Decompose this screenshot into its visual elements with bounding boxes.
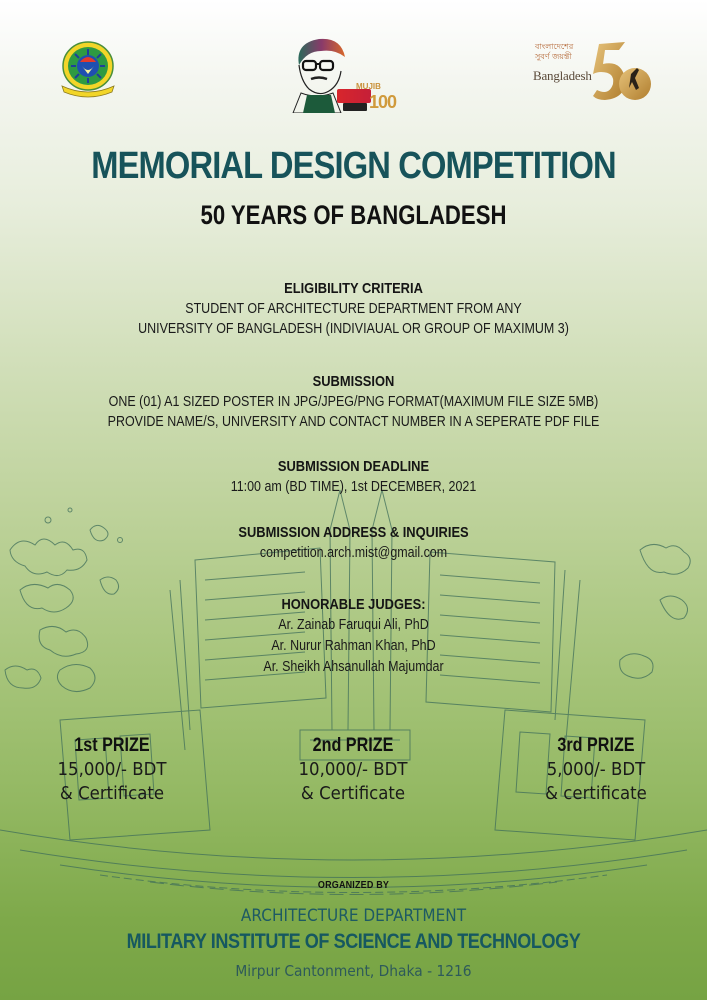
deadline-value: 11:00 am (BD TIME), 1st DECEMBER, 2021	[230, 479, 477, 495]
prize-second	[253, 734, 453, 806]
address-heading: SUBMISSION ADDRESS & INQUIRIES	[238, 524, 469, 541]
prize-title: 2nd PRIZE	[312, 735, 394, 756]
prize-title: 3rd PRIZE	[557, 735, 635, 756]
prize-amount: 10,000/- BDT	[298, 759, 408, 780]
prize-extra: & certificate	[545, 783, 647, 804]
mujib-100-number: 100	[369, 92, 397, 112]
contact-email[interactable]: competition.arch.mist@gmail.com	[259, 545, 448, 561]
mujib-shatabarsha-badge	[343, 103, 367, 111]
deadline-heading: SUBMISSION DEADLINE	[277, 458, 430, 475]
eligibility-line: STUDENT OF ARCHITECTURE DEPARTMENT FROM ANY	[185, 301, 522, 317]
eligibility-line: UNIVERSITY OF BANGLADESH (INDIVIAUAL OR GROUP OF MAXIMUM 3)	[138, 321, 569, 337]
mujib-label: MUJIB	[356, 82, 381, 91]
submission-line: ONE (01) A1 SIZED POSTER IN JPG/JPEG/PNG FORMAT(MAXIMUM FILE SIZE 5MB)	[108, 394, 599, 410]
page-subtitle: 50 YEARS OF BANGLADESH	[200, 200, 507, 230]
submission-heading: SUBMISSION	[312, 373, 395, 390]
submission-line: PROVIDE NAME/S, UNIVERSITY AND CONTACT NUMBER IN A SEPERATE PDF FILE	[107, 414, 600, 430]
prize-title: 1st PRIZE	[74, 735, 150, 756]
eligibility-heading: ELIGIBILITY CRITERIA	[284, 280, 423, 297]
bd50-bangla-text: বাংলাদেশের সুবর্ণ জয়ন্তী	[535, 42, 574, 61]
judge-name: Ar. Zainab Faruqui Ali, PhD	[278, 617, 429, 633]
judge-name: Ar. Sheikh Ahsanullah Majumdar	[263, 659, 444, 675]
prize-third	[496, 734, 696, 806]
golden-50-icon	[593, 40, 653, 106]
judges-heading: HONORABLE JUDGES:	[281, 596, 426, 613]
logo-row	[0, 0, 707, 130]
organizer-address: Mirpur Cantonment, Dhaka - 1216	[235, 962, 472, 980]
eligibility-section	[49, 279, 657, 339]
address-section	[49, 523, 657, 563]
bangladesh-50-logo	[533, 40, 651, 106]
mist-crest-logo	[56, 38, 120, 102]
prize-extra: & Certificate	[59, 783, 165, 804]
prize-first	[12, 734, 212, 806]
submission-section	[49, 372, 657, 432]
mujib-bangla-badge	[337, 89, 371, 103]
prize-amount: 15,000/- BDT	[57, 759, 167, 780]
organizer-institute: MILITARY INSTITUTE OF SCIENCE AND TECHNOLOGY	[126, 930, 581, 953]
organizer-department: ARCHITECTURE DEPARTMENT	[240, 906, 467, 926]
bd50-label: Bangladesh	[533, 68, 592, 83]
judge-name: Ar. Nurur Rahman Khan, PhD	[271, 638, 436, 654]
mujib-100-logo	[285, 35, 400, 113]
deadline-section	[49, 457, 657, 497]
prize-amount: 5,000/- BDT	[546, 759, 646, 780]
organized-by-label: ORGANIZED BY	[317, 880, 390, 891]
prize-extra: & Certificate	[300, 783, 406, 804]
page-title: MEMORIAL DESIGN COMPETITION	[91, 145, 616, 187]
judges-section	[49, 595, 657, 678]
